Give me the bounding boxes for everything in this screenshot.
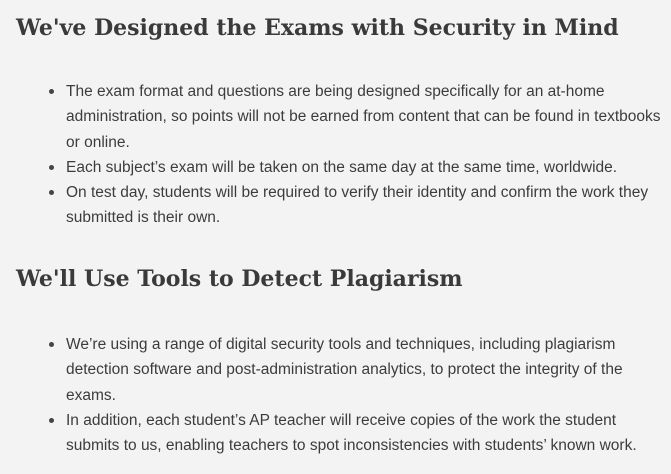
section-plagiarism-tools	[16, 264, 666, 458]
bullet-list	[16, 332, 666, 458]
list-item	[16, 408, 666, 459]
list-item	[16, 79, 666, 155]
list-item	[16, 180, 666, 231]
list-item-text: In addition, each student’s AP teacher will receive copies of the work the student submits to us, enabling teachers to spot inconsistencies with students’ known work.	[66, 411, 637, 455]
bullet-list	[16, 79, 666, 231]
section-exam-security	[16, 13, 666, 231]
bullet-icon	[49, 89, 54, 94]
list-item-text: On test day, students will be required to verify their identity and confirm the work they submitted is their own.	[66, 184, 649, 227]
bullet-icon	[49, 418, 54, 423]
list-item	[16, 155, 666, 180]
bullet-icon	[49, 165, 54, 170]
list-item	[16, 332, 666, 408]
bullet-icon	[49, 190, 54, 195]
list-item-text: Each subject’s exam will be taken on the same day at the same time, worldwide.	[66, 158, 618, 176]
bullet-icon	[49, 342, 54, 347]
section-heading: We'll Use Tools to Detect Plagiarism	[16, 266, 463, 292]
section-heading: We've Designed the Exams with Security in Mind	[16, 15, 619, 41]
list-item-text: The exam format and questions are being designed specifically for an at-home administration, so points will not be earned from content that can be found in textbooks or online.	[66, 83, 661, 151]
list-item-text: We’re using a range of digital security tools and techniques, including plagiarism detection software and post-administration analytics, to protect the integrity of the exams.	[66, 336, 623, 404]
